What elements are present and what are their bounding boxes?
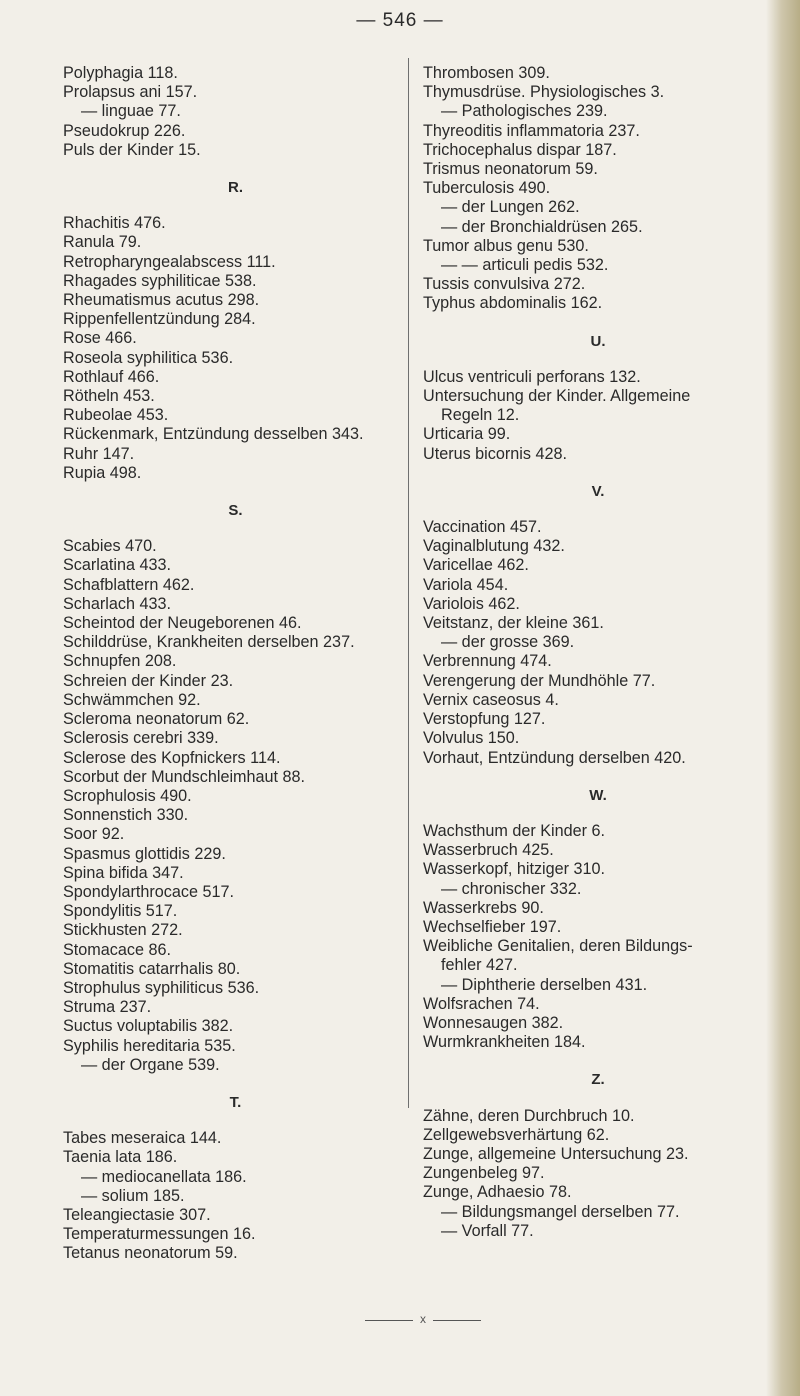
section-letter: S. (228, 502, 243, 520)
index-entry: Sonnenstich 330. (63, 806, 189, 825)
index-column-right (423, 64, 773, 1241)
index-entry: Scrophulosis 490. (63, 786, 192, 805)
index-entry: Wonnesaugen 382. (423, 1013, 564, 1032)
index-entry: Wolfsrachen 74. (423, 994, 540, 1013)
index-entry: Pseudokrup 226. (63, 121, 186, 140)
index-entry: Wasserkopf, hitziger 310. (423, 860, 606, 879)
index-entry: Scorbut der Mundschleimhaut 88. (63, 767, 306, 786)
index-entry: Teleangiectasie 307. (63, 1205, 211, 1224)
index-entry: Suctus voluptabilis 382. (63, 1017, 234, 1036)
index-entry: Zunge, allgemeine Untersuchung 23. (423, 1144, 689, 1163)
index-entry: — Pathologisches 239. (441, 102, 608, 121)
index-entry: Ulcus ventriculi perforans 132. (423, 367, 641, 386)
index-entry: — der Lungen 262. (441, 198, 580, 217)
index-column-left (63, 64, 408, 1264)
index-entry: Scarlatina 433. (63, 556, 171, 575)
index-entry: Vaginalblutung 432. (423, 537, 565, 556)
section-letter: U. (590, 332, 606, 350)
index-entry: Vorhaut, Entzündung derselben 420. (423, 748, 686, 767)
index-entry: Rose 466. (63, 329, 137, 348)
index-entry: Wachsthum der Kinder 6. (423, 821, 606, 840)
index-entry: Vaccination 457. (423, 518, 542, 537)
index-entry: Variola 454. (423, 575, 509, 594)
index-entry: Retropharyngealabscess 111. (63, 252, 276, 271)
index-entry: fehler 427. (441, 956, 518, 975)
index-entry: Tetanus neonatorum 59. (63, 1244, 238, 1263)
index-entry: Untersuchung der Kinder. Allgemeine (423, 387, 691, 406)
index-entry: Spina bifida 347. (63, 863, 184, 882)
index-entry: Taenia lata 186. (63, 1148, 178, 1167)
index-entry: Temperaturmessungen 16. (63, 1225, 256, 1244)
index-entry: Trismus neonatorum 59. (423, 160, 598, 179)
index-entry: — der grosse 369. (441, 633, 575, 652)
index-entry: — — articuli pedis 532. (441, 256, 609, 275)
index-entry: Struma 237. (63, 998, 152, 1017)
index-entry: Tabes meseraica 144. (63, 1129, 222, 1148)
index-entry: Zungenbeleg 97. (423, 1164, 545, 1183)
index-entry: Puls der Kinder 15. (63, 140, 201, 159)
index-entry: Rückenmark, Entzündung desselben 343. (63, 425, 364, 444)
index-entry: Urticaria 99. (423, 425, 511, 444)
index-entry: Scabies 470. (63, 537, 157, 556)
index-entry: Verstopfung 127. (423, 710, 546, 729)
index-entry: Verbrennung 474. (423, 652, 552, 671)
index-entry: Syphilis hereditaria 535. (63, 1036, 236, 1055)
index-entry: Thyreoditis inflammatoria 237. (423, 121, 640, 140)
index-entry: — mediocanellata 186. (81, 1167, 247, 1186)
index-entry: Roseola syphilitica 536. (63, 348, 234, 367)
index-entry: Verengerung der Mundhöhle 77. (423, 671, 656, 690)
index-entry: Tussis convulsiva 272. (423, 275, 586, 294)
index-entry: Polyphagia 118. (63, 64, 178, 82)
index-entry: Schafblattern 462. (63, 575, 195, 594)
index-entry: Typhus abdominalis 162. (423, 294, 603, 313)
section-letter: V. (591, 482, 605, 500)
index-entry: Schwämmchen 92. (63, 690, 201, 709)
index-entry: Uterus bicornis 428. (423, 444, 567, 463)
index-entry: Sclerose des Kopfnickers 114. (63, 748, 281, 767)
section-letter: R. (228, 179, 243, 197)
index-entry: Stickhusten 272. (63, 921, 183, 940)
index-entry: Ruhr 147. (63, 444, 135, 463)
index-entry: Ranula 79. (63, 233, 142, 252)
index-entry: Rheumatismus acutus 298. (63, 291, 260, 310)
index-entry: Wechselfieber 197. (423, 917, 562, 936)
column-divider (408, 58, 409, 1108)
index-entry: Thrombosen 309. (423, 64, 550, 82)
page-number: — 546 — (356, 10, 444, 31)
index-entry: Veitstanz, der kleine 361. (423, 614, 604, 633)
index-entry: Scharlach 433. (63, 594, 171, 613)
index-entry: Rothlauf 466. (63, 367, 160, 386)
index-entry: — Diphtherie derselben 431. (441, 975, 648, 994)
index-entry: — Bildungsmangel derselben 77. (441, 1202, 680, 1221)
index-entry: Trichocephalus dispar 187. (423, 140, 617, 159)
index-entry: Schreien der Kinder 23. (63, 671, 234, 690)
index-entry: Rhachitis 476. (63, 214, 166, 233)
index-entry: Rötheln 453. (63, 387, 155, 406)
index-entry: Spasmus glottidis 229. (63, 844, 226, 863)
index-entry: Rubeolae 453. (63, 406, 169, 425)
index-entry: Tuberculosis 490. (423, 179, 551, 198)
index-entry: Zähne, deren Durchbruch 10. (423, 1106, 635, 1125)
index-entry: Stomatitis catarrhalis 80. (63, 959, 241, 978)
index-entry: Schnupfen 208. (63, 652, 177, 671)
index-entry: Stomacace 86. (63, 940, 171, 959)
section-letter: Z. (591, 1071, 605, 1089)
index-entry: Thymusdrüse. Physiologisches 3. (423, 83, 665, 102)
index-entry: Weibliche Genitalien, deren Bildungs- (423, 937, 693, 956)
index-entry: Variolois 462. (423, 594, 520, 613)
index-entry: Strophulus syphiliticus 536. (63, 978, 260, 997)
index-entry: Tumor albus genu 530. (423, 236, 589, 255)
index-entry: Volvulus 150. (423, 729, 520, 748)
index-entry: Schilddrüse, Krankheiten derselben 237. (63, 633, 355, 652)
index-entry: Soor 92. (63, 825, 125, 844)
index-entry: Wasserkrebs 90. (423, 898, 544, 917)
section-letter: W. (589, 786, 607, 804)
index-entry: Regeln 12. (441, 406, 520, 425)
index-entry: — linguae 77. (81, 102, 181, 121)
index-entry: — der Bronchialdrüsen 265. (441, 217, 643, 236)
index-entry: Rhagades syphiliticae 538. (63, 271, 257, 290)
index-entry: Vernix caseosus 4. (423, 690, 559, 709)
index-entry: Rippenfellentzündung 284. (63, 310, 256, 329)
index-entry: — solium 185. (81, 1186, 185, 1205)
index-entry: Spondylarthrocace 517. (63, 882, 234, 901)
index-entry: Varicellae 462. (423, 556, 529, 575)
index-entry: Spondylitis 517. (63, 902, 178, 921)
index-entry: Sclerosis cerebri 339. (63, 729, 219, 748)
index-entry: Zunge, Adhaesio 78. (423, 1183, 572, 1202)
index-entry: Wurmkrankheiten 184. (423, 1033, 586, 1052)
index-entry: Wasserbruch 425. (423, 841, 554, 860)
index-entry: — Vorfall 77. (441, 1221, 534, 1240)
section-letter: T. (229, 1093, 242, 1111)
index-entry: Zellgewebsverhärtung 62. (423, 1125, 610, 1144)
index-entry: — der Organe 539. (81, 1055, 220, 1074)
index-entry: — chronischer 332. (441, 879, 582, 898)
index-entry: Scleroma neonatorum 62. (63, 710, 250, 729)
end-mark: x (363, 1312, 483, 1326)
index-entry: Scheintod der Neugeborenen 46. (63, 614, 302, 633)
index-entry: Rupia 498. (63, 463, 142, 482)
index-entry: Prolapsus ani 157. (63, 83, 198, 102)
